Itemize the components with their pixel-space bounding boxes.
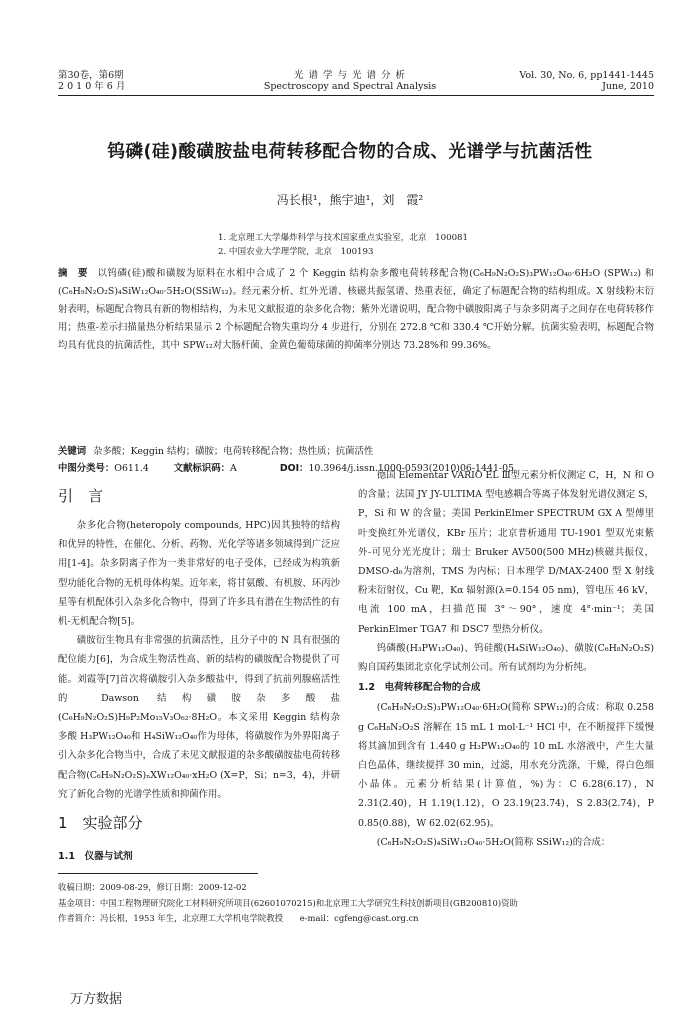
spw12-synthesis-paragraph: (C₆H₉N₂O₂S)₃PW₁₂O₄₀·6H₂O(简称 SPW₁₂)的合成：称取 0.258 g C₆H₈N₂O₂S 溶解在 15 mL 1 mol·L⁻¹ HCl 中，在不断搅拌下缓慢将其滴加到含有 1.440 g H₃PW₁₂O₄₀的 10 mL 水溶液中，产生大量白色晶体，继续搅拌 30 min，过滤，用水充分洗涤，干燥，得白色细小晶体。元素分析结果(计算值，%)为：C 6.28(6.17)，N 2.31(2.40)，H 1.19(1.12)，O 23.19(23.74)，S 2.83(2.74)，P 0.85(0.88)，W 62.02(62.95)。 bbox=[358, 702, 654, 829]
intro-heading: 引 言 bbox=[58, 487, 104, 505]
synthesis-heading: 1.2 电荷转移配合物的合成 bbox=[358, 682, 481, 694]
vol-pages: Vol. 30, No. 6, pp1441-1445 bbox=[519, 70, 654, 81]
intro-body bbox=[58, 516, 340, 804]
clc-label: 中图分类号： bbox=[58, 463, 115, 474]
footnotes bbox=[58, 880, 654, 927]
keywords-text: 杂多酸；Keggin 结构；磺胺；电荷转移配合物；热性质；抗菌活性 bbox=[93, 446, 374, 457]
right-column bbox=[358, 466, 654, 852]
ssiw12-synthesis-paragraph: (C₆H₉N₂O₂S)₄SiW₁₂O₄₀·5H₂O(简称 SSiW₁₂)的合成： bbox=[376, 836, 611, 848]
journal-name-cn: 光 谱 学 与 光 谱 分 析 bbox=[293, 70, 407, 81]
paper-title: 钨磷(硅)酸磺胺盐电荷转移配合物的合成、光谱学与抗菌活性 bbox=[107, 142, 593, 162]
issue-date: 2 0 1 0 年 6 月 bbox=[58, 81, 126, 92]
intro-paragraph-2: 磺胺衍生物具有非常强的抗菌活性，且分子中的 N 具有很强的配位能力[6]，为合成生物活性高、新的结构的磺胺配合物提供了可能。刘霞等[7]首次将磺胺引入杂多酸盐中，得到了抗前列腺癌活性的 Dawson 结构磺胺杂多酸盐(C₆H₉N₂O₂S)H₉P₂Mo₁₅V₃O₆₂·8H₂O。本文采用 Keggin 结构杂多酸 H₃PW₁₂O₄₀和 H₄SiW₁₂O₄₀作为母体，将磺胺作为外界阳离子引入杂多化合物当中，合成了未见文献报道的杂多酸磺胺盐电荷转移配合物(C₆H₉N₂O₂S)ₙXW₁₂O₄₀·xH₂O (X=P，Si；n=3，4)，并研究了新化合物的光谱学性质和抑菌作用。 bbox=[58, 635, 340, 800]
instruments-heading: 1.1 仪器与试剂 bbox=[58, 851, 133, 862]
author-list: 冯长根¹，熊宇迪¹，刘 霞² bbox=[276, 193, 424, 207]
volume-issue: 第30卷，第6期 bbox=[58, 70, 124, 81]
month-year: June, 2010 bbox=[602, 81, 654, 92]
reagents-paragraph: 钨磷酸(H₃PW₁₂O₄₀)、钨硅酸(H₄SiW₁₂O₄₀)、磺胺(C₆H₈N₂O₂S)购自国药集团北京化学试剂公司。所有试剂均为分析纯。 bbox=[358, 642, 654, 674]
fund-note: 基金项目：中国工程物理研究院化工材料研究所项目(62601070215)和北京理工大学研究生科技创新项目(GB200810)资助 bbox=[58, 897, 518, 908]
author-bio: 作者简介：冯长根，1953 年生，北京理工大学机电学院教授 e-mail：cgfeng@cast.org.cn bbox=[58, 913, 419, 923]
received-date: 收稿日期：2009-08-29，修订日期：2009-12-02 bbox=[58, 882, 247, 892]
experimental-heading: 1 实验部分 bbox=[58, 814, 143, 832]
keywords bbox=[58, 444, 654, 460]
clc-value: O611.4 bbox=[114, 463, 149, 474]
journal-issue bbox=[58, 70, 125, 92]
intro-paragraph-1: 杂多化合物(heteropoly compounds, HPC)因其独特的结构和优异的特性，在催化、分析、药物、光化学等诸多领域得到广泛应用[1-4]。杂多阴离子作为一类非常好的电子受体，已经成为构筑新型功能化合物的无机母体构架。近年来，将甘氨酸、有机胺、环丙沙星等有机配体引入杂多化合物中，得到了许多具有潜在生物活性的有机-无机配合物[5]。 bbox=[58, 520, 340, 628]
abstract bbox=[58, 265, 654, 355]
doc-code-value: A bbox=[230, 463, 237, 474]
instruments-paragraph: 德国 Elementar VARIO EL Ⅲ型元素分析仪测定 C，H，N 和 O 的含量；法国 JY JY-ULTIMA 型电感耦合等离子体发射光谱仪测定 S，P，Si 和 W 的含量；美国 PerkinElmer SPECTRUM GX A 型傅里叶变换红外光谱仪，KBr 压片；北京普析通用 TU-1901 型双光束紫外-可见分光光度计；瑞士 Bruker AV500(500 MHz)核磁共振仪，DMSO-d₆为溶剂，TMS 为内标；日本理学 D/MAX-2400 型 X 射线粉末衍射仪，Cu 靶，Kα 辐射源(λ=0.154 05 nm)，管电压 46 kV，电流 100 mA，扫描范围 3°～90°，速度 4°·min⁻¹；美国 PerkinElmer TGA7 和 DSC7 型热分析仪。 bbox=[358, 470, 654, 635]
abstract-text: 以钨磷(硅)酸和磺胺为原料在水相中合成了 2 个 Keggin 结构杂多酸电荷转移配合物(C₆H₉N₂O₂S)₃PW₁₂O₄₀·6H₂O (SPW₁₂) 和(C₆H₉N₂O₂S)₄SiW₁₂O₄₀·5H₂O(SSiW₁₂)。经元素分析、红外光谱、核磁共振氢谱、热重表征，确定了标题配合物的结构组成。X 射线粉末衍射表明，标题配合物具有新的物相结构，为未见文献报道的杂多化合物；紫外光谱说明，配合物中磺胺阳离子与杂多阴离子之间存在电荷转移作用；热重-差示扫描量热分析结果显示 2 个标题配合物失重均分 4 步进行，分别在 272.8 ℃和 330.4 ℃开始分解。抗菌实验表明，标题配合物均具有优良的抗菌活性，其中 SPW₁₂对大肠杆菌、金黄色葡萄球菌的抑菌率分别达 73.28%和 99.36%。 bbox=[58, 268, 654, 352]
affiliation-1: 1. 北京理工大学爆炸科学与技术国家重点实验室，北京 100081 bbox=[218, 233, 468, 243]
affiliation-2: 2. 中国农业大学理学院，北京 100193 bbox=[218, 247, 374, 257]
abstract-label: 摘 要 bbox=[58, 268, 88, 279]
doi-label: DOI： bbox=[279, 463, 309, 474]
footnote-rule bbox=[58, 873, 258, 874]
header-rule bbox=[58, 95, 654, 96]
journal-title bbox=[200, 70, 500, 92]
journal-name-en: Spectroscopy and Spectral Analysis bbox=[263, 81, 437, 92]
keywords-label: 关键词 bbox=[58, 446, 87, 457]
doi-value: 10.3964/j.issn.1000-0593(2010)06-1441-05 bbox=[308, 463, 515, 474]
doc-code-label: 文献标识码： bbox=[173, 463, 231, 474]
watermark-text: 万方数据 bbox=[70, 992, 123, 1007]
journal-pages bbox=[519, 70, 654, 92]
